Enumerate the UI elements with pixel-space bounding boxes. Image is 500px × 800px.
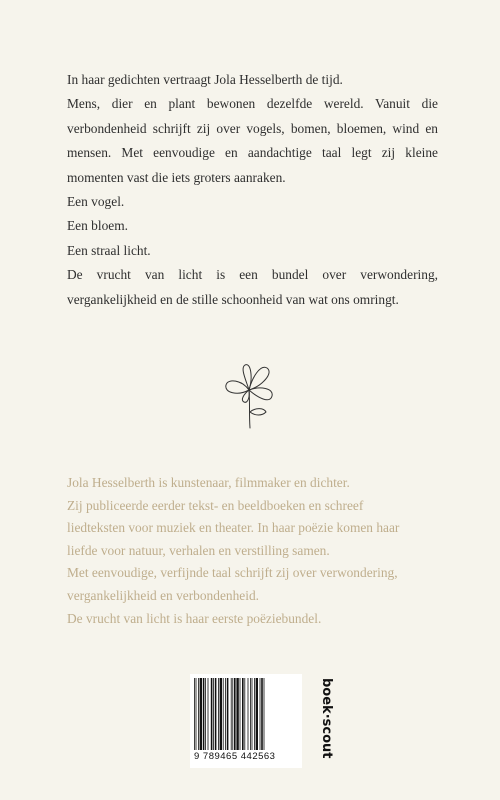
barcode-bar bbox=[227, 678, 229, 750]
barcode-bar bbox=[220, 678, 222, 750]
barcode-bar bbox=[244, 678, 245, 750]
barcode-bar bbox=[215, 678, 217, 750]
author-bio bbox=[67, 472, 487, 630]
barcode-bar bbox=[250, 678, 251, 750]
barcode-bar bbox=[196, 678, 197, 750]
barcode-bar bbox=[213, 678, 214, 750]
barcode-bar bbox=[211, 678, 213, 750]
blurb-paragraph: In haar gedichten vertraagt Jola Hesselberth de tijd. bbox=[67, 72, 343, 87]
barcode-bar bbox=[223, 678, 224, 750]
blurb-paragraph: Een bloem. bbox=[67, 218, 128, 234]
blurb-paragraph: De vrucht van licht is een bundel over verwondering, vergankelijkheid en de stille schoonheid van wat ons omringt. bbox=[67, 267, 438, 307]
isbn-digits: 9 789465 442563 bbox=[194, 751, 276, 762]
barcode-bar bbox=[264, 678, 265, 750]
barcode-bar bbox=[256, 678, 258, 750]
barcode-bar bbox=[200, 678, 202, 750]
barcode-bar bbox=[218, 678, 219, 750]
bio-line: vergankelijkheid en verbondenheid. bbox=[67, 587, 259, 603]
barcode-bar bbox=[248, 678, 249, 750]
barcode-bar bbox=[260, 678, 261, 750]
bio-line: Zij publiceerde eerder tekst- en beeldboeken en schreef bbox=[67, 497, 364, 513]
barcode-bar bbox=[234, 678, 236, 750]
publisher-logo-text: boek·scout bbox=[319, 678, 334, 759]
bio-line: liefde voor natuur, verhalen en verstilling samen. bbox=[67, 542, 330, 558]
barcode-bar bbox=[254, 678, 255, 750]
barcode-bar bbox=[225, 678, 226, 750]
blurb-paragraph: Een vogel. bbox=[67, 194, 125, 210]
barcode-bar bbox=[208, 678, 209, 750]
bio-line: De vrucht van licht is haar eerste poëziebundel. bbox=[67, 610, 322, 626]
isbn-barcode bbox=[190, 674, 302, 768]
barcode-bar bbox=[194, 678, 195, 750]
blurb-paragraph: Mens, dier en plant bewonen dezelfde wereld. Vanuit die verbondenheid schrijft zij over vogels, bomen, bloemen, wind en mensen. Met eenvoudige en aandachtige taal legt zij kleine momenten vast die iets groters aanraken. bbox=[67, 96, 438, 185]
barcode-bars-icon bbox=[194, 678, 298, 750]
barcode-bar bbox=[231, 678, 232, 750]
barcode-bar bbox=[203, 678, 205, 750]
bio-line: liedteksten voor muziek en theater. In haar poëzie komen haar bbox=[67, 520, 400, 536]
bio-line: Met eenvoudige, verfijnde taal schrijft zij over verwondering, bbox=[67, 565, 398, 581]
blurb-paragraph: Een straal licht. bbox=[67, 242, 151, 258]
blurb-text bbox=[67, 68, 438, 312]
barcode-bar bbox=[261, 678, 263, 750]
bio-line: Jola Hesselberth is kunstenaar, filmmaker en dichter. bbox=[67, 475, 350, 490]
barcode-bar bbox=[236, 678, 238, 750]
barcode-bar bbox=[252, 678, 253, 750]
barcode-bar bbox=[205, 678, 206, 750]
barcode-bar bbox=[240, 678, 241, 750]
barcode-bar bbox=[232, 678, 233, 750]
barcode-bar bbox=[198, 678, 199, 750]
flower-ornament-icon bbox=[222, 360, 278, 430]
barcode-bar bbox=[242, 678, 244, 750]
